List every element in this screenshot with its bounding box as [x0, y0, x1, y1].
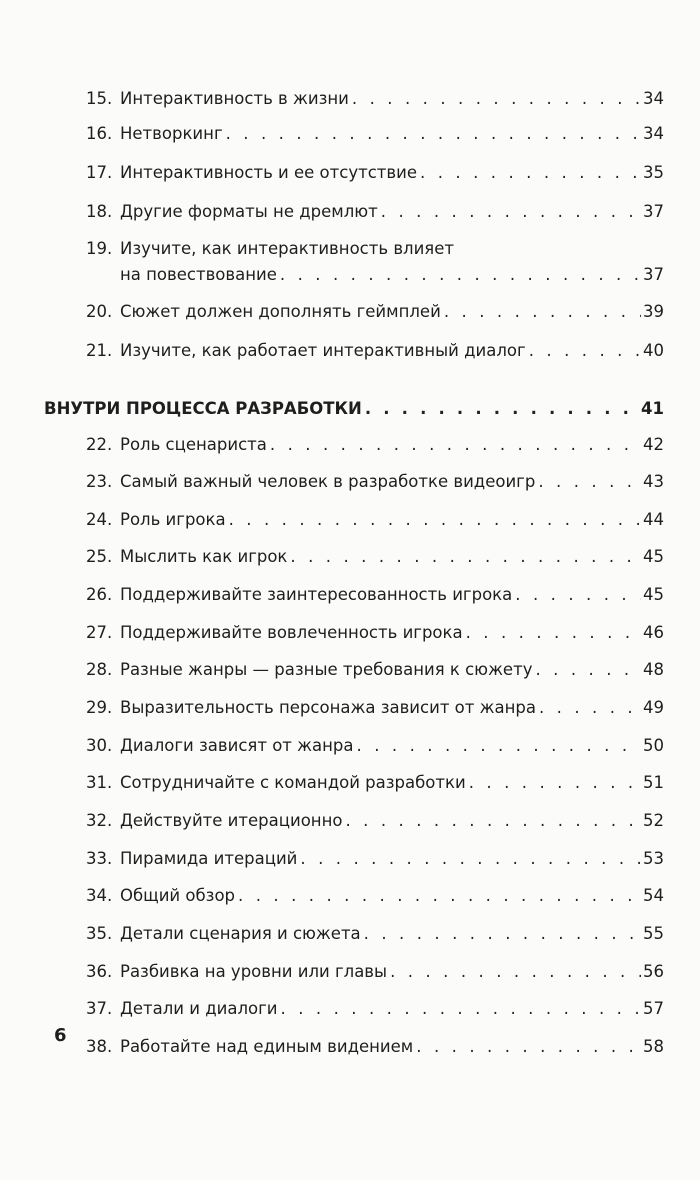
toc-entry-page: 54 [643, 886, 664, 905]
toc-entry-number: 30. [86, 736, 113, 755]
toc-entry-page: 37 [643, 265, 664, 284]
toc-entry-number: 31. [86, 773, 113, 792]
toc-entry [86, 921, 664, 947]
toc-entry-page: 34 [643, 124, 664, 143]
toc-entry-number: 37. [86, 999, 113, 1018]
toc-entry-number: 26. [86, 585, 113, 604]
toc-entry-title: Поддерживайте вовлеченность игрока [120, 623, 463, 642]
toc-entry [86, 620, 664, 646]
leader-dots [539, 695, 641, 721]
toc-entry [86, 883, 664, 909]
toc-entry-title: Детали сценария и сюжета [120, 924, 361, 943]
leader-dots [226, 121, 641, 147]
leader-dots [420, 160, 641, 186]
toc-entry-page: 39 [643, 302, 664, 321]
toc-entry [86, 544, 664, 570]
toc-entry-page: 45 [643, 547, 664, 566]
toc-entry-page: 37 [643, 202, 664, 221]
toc-entry [86, 996, 664, 1022]
toc-entry [86, 160, 664, 186]
toc-entry-title: Мыслить как игрок [120, 547, 288, 566]
leader-dots [365, 396, 639, 422]
toc-entry-title: Роль сценариста [120, 435, 267, 454]
toc-entry [86, 299, 664, 325]
toc-entry [86, 432, 664, 458]
leader-dots [280, 262, 641, 288]
section-title: ВНУТРИ ПРОЦЕССА РАЗРАБОТКИ [44, 399, 362, 418]
toc-entry-number: 23. [86, 472, 113, 491]
toc-entry-number: 17. [86, 163, 113, 182]
toc-entry-title: Сюжет должен дополнять геймплей [120, 302, 441, 321]
leader-dots [352, 86, 641, 112]
toc-entry-number: 18. [86, 202, 113, 221]
toc-entry [86, 695, 664, 721]
toc-entry-number: 16. [86, 124, 113, 143]
page-number: 6 [54, 1025, 67, 1046]
toc-entry [86, 507, 664, 533]
leader-dots [469, 770, 641, 796]
toc-entry-page: 34 [643, 89, 664, 108]
toc-entry [86, 733, 664, 759]
leader-dots [538, 469, 641, 495]
toc-entry-title: Действуйте итерационно [120, 811, 343, 830]
toc-entry [86, 846, 664, 872]
toc-entry-number: 28. [86, 660, 113, 679]
leader-dots [416, 1034, 641, 1060]
toc-entry-number: 34. [86, 886, 113, 905]
toc-entry-number: 21. [86, 341, 113, 360]
toc-entry-number: 33. [86, 849, 113, 868]
toc-entry-page: 57 [643, 999, 664, 1018]
toc-entry-title: Диалоги зависят от жанра [120, 736, 354, 755]
toc-entry-number: 19. [86, 239, 113, 258]
section-page: 41 [641, 399, 664, 418]
toc-entry [86, 121, 664, 147]
toc-entry [86, 199, 664, 225]
toc-entry-page: 48 [643, 660, 664, 679]
leader-dots [466, 620, 641, 646]
toc-entry [86, 959, 664, 985]
leader-dots [281, 996, 641, 1022]
toc-entry [86, 236, 664, 288]
toc-entry-page: 52 [643, 811, 664, 830]
toc-entry [86, 657, 664, 683]
toc-entry-title: Детали и диалоги [120, 999, 278, 1018]
leader-dots [381, 199, 641, 225]
toc-entry-title: Разбивка на уровни или главы [120, 962, 388, 981]
toc-entry-number: 38. [86, 1037, 113, 1056]
toc-entry-number: 27. [86, 623, 113, 642]
toc-entry-number: 36. [86, 962, 113, 981]
toc-entry-page: 55 [643, 924, 664, 943]
toc-entry [86, 1034, 664, 1060]
toc-entry-title: Работайте над единым видением [120, 1037, 414, 1056]
toc-entry-number: 20. [86, 302, 113, 321]
toc-entry-number: 32. [86, 811, 113, 830]
toc-entry-title: Изучите, как интерактивность влияет [120, 239, 454, 258]
toc-entry-number: 15. [86, 89, 113, 108]
toc-entry-page: 46 [643, 623, 664, 642]
toc-entry-title: Интерактивность в жизни [120, 89, 349, 108]
leader-dots [535, 657, 641, 683]
leader-dots [229, 507, 641, 533]
toc-entry-title: Интерактивность и ее отсутствие [120, 163, 417, 182]
toc-entry-title: Пирамида итераций [120, 849, 298, 868]
toc-entry-page: 49 [643, 698, 664, 717]
toc-entry-title: Изучите, как работает интерактивный диалог [120, 341, 526, 360]
toc-entry [86, 86, 664, 112]
toc-entry-title: Общий обзор [120, 886, 236, 905]
toc-entry-page: 58 [643, 1037, 664, 1056]
leader-dots [270, 432, 641, 458]
toc-entry-number: 35. [86, 924, 113, 943]
toc-entry [86, 469, 664, 495]
toc-entry-title: Поддерживайте заинтересованность игрока [120, 585, 513, 604]
toc-entry-title: Роль игрока [120, 510, 226, 529]
leader-dots [357, 733, 642, 759]
toc-entry-page: 42 [643, 435, 664, 454]
leader-dots [529, 338, 641, 364]
toc-entry-page: 43 [643, 472, 664, 491]
leader-dots [290, 544, 641, 570]
toc-entry-page: 44 [643, 510, 664, 529]
toc-entry-title: Сотрудничайте с командой разработки [120, 773, 466, 792]
section-heading [44, 396, 664, 422]
toc-entry-page: 51 [643, 773, 664, 792]
toc-entry-number: 29. [86, 698, 113, 717]
toc-entry [86, 338, 664, 364]
toc-entry-title-continued: на повествование [120, 265, 277, 284]
toc-entry-number: 22. [86, 435, 113, 454]
toc-entry-title: Самый важный человек в разработке видеоигр [120, 472, 536, 491]
toc-entry-title: Нетворкинг [120, 124, 223, 143]
toc-entry-page: 53 [643, 849, 664, 868]
toc-entry-page: 35 [643, 163, 664, 182]
toc-entry-title: Выразительность персонажа зависит от жанра [120, 698, 536, 717]
leader-dots [515, 582, 641, 608]
leader-dots [345, 808, 641, 834]
toc-entry [86, 808, 664, 834]
leader-dots [238, 883, 641, 909]
toc-entry-page: 50 [643, 736, 664, 755]
leader-dots [300, 846, 641, 872]
toc-entry-page: 40 [643, 341, 664, 360]
leader-dots [444, 299, 641, 325]
leader-dots [364, 921, 641, 947]
toc-entry-page: 56 [643, 962, 664, 981]
toc-entry-page: 45 [643, 585, 664, 604]
toc-entry-number: 24. [86, 510, 113, 529]
toc-entry-number: 25. [86, 547, 113, 566]
toc-entry-title: Другие форматы не дремлют [120, 202, 378, 221]
leader-dots [390, 959, 641, 985]
toc-entry-title: Разные жанры — разные требования к сюжету [120, 660, 533, 679]
toc-entry [86, 582, 664, 608]
toc-entry [86, 770, 664, 796]
